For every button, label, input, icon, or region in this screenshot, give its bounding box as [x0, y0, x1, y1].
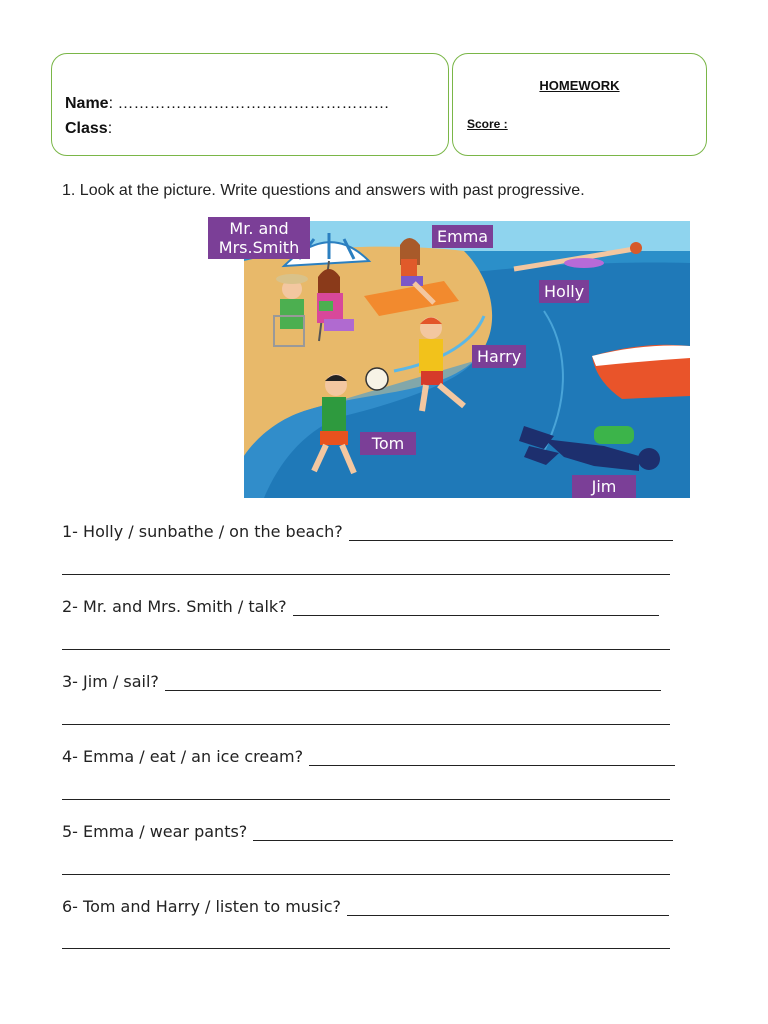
- beach-illustration: [244, 221, 690, 498]
- question-4-text: 4- Emma / eat / an ice cream?: [62, 747, 304, 766]
- homework-box: [452, 53, 707, 156]
- name-row: [65, 95, 389, 113]
- question-3: [62, 672, 661, 691]
- question-6: [62, 897, 669, 916]
- answer-line-5[interactable]: [62, 874, 670, 875]
- question-1-text: 1- Holly / sunbathe / on the beach?: [62, 522, 343, 541]
- class-row: [65, 120, 112, 138]
- label-mr-mrs-smith: [208, 217, 310, 259]
- label-smith-line2: Mrs.Smith: [218, 238, 300, 257]
- label-smith-line1: Mr. and: [229, 219, 289, 238]
- question-2-text: 2- Mr. and Mrs. Smith / talk?: [62, 597, 287, 616]
- answer-line-2[interactable]: [62, 649, 670, 650]
- question-4: [62, 747, 675, 766]
- label-holly: Holly: [539, 280, 589, 303]
- class-blank[interactable]: :: [107, 120, 113, 137]
- question-2: [62, 597, 659, 616]
- question-6-text: 6- Tom and Harry / listen to music?: [62, 897, 341, 916]
- answer-line-4[interactable]: [62, 799, 670, 800]
- homework-title: HOMEWORK: [539, 78, 620, 93]
- question-2-blank[interactable]: [293, 601, 659, 616]
- question-5: [62, 822, 673, 841]
- class-label: Class: [65, 120, 108, 137]
- label-tom: Tom: [360, 432, 416, 455]
- label-emma: Emma: [432, 225, 493, 248]
- name-blank[interactable]: : ……………………………………………: [108, 95, 390, 112]
- answer-line-3[interactable]: [62, 724, 670, 725]
- question-5-blank[interactable]: [253, 826, 673, 841]
- question-5-text: 5- Emma / wear pants?: [62, 822, 248, 841]
- question-1-blank[interactable]: [349, 526, 673, 541]
- question-6-blank[interactable]: [347, 901, 669, 916]
- exercise-instruction: 1. Look at the picture. Write questions and answers with past progressive.: [62, 182, 585, 199]
- question-1: [62, 522, 673, 541]
- name-label: Name: [65, 95, 109, 112]
- question-4-blank[interactable]: [309, 751, 675, 766]
- student-info-box: [51, 53, 449, 156]
- beach-picture: [218, 219, 690, 498]
- question-3-blank[interactable]: [165, 676, 661, 691]
- label-jim: Jim: [572, 475, 636, 498]
- question-3-text: 3- Jim / sail?: [62, 672, 159, 691]
- label-harry: Harry: [472, 345, 526, 368]
- answer-line-1[interactable]: [62, 574, 670, 575]
- answer-line-6[interactable]: [62, 948, 670, 949]
- score-label: Score :: [467, 117, 508, 131]
